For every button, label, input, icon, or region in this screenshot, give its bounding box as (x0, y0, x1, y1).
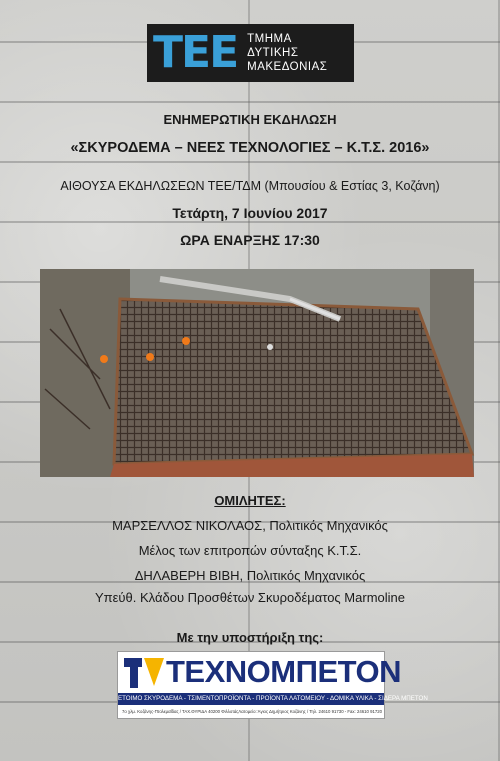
tee-logo-line1: ΤΜΗΜΑ (247, 33, 292, 45)
sponsor-contact-right: Λατομείο: Άγιος Δημήτριος Κοζάνης / Τηλ. 24610 91730 - Fax: 24610 91720 (238, 709, 383, 714)
speaker-2-name: ΔΗΛΑΒΕΡΗ ΒΙΒΗ, Πολιτικός Μηχανικός (134, 568, 366, 583)
tee-logo-line3: ΜΑΚΕΔΟΝΙΑΣ (247, 61, 328, 73)
speaker-1-name: ΜΑΡΣΕΛΛΟΣ ΝΙΚΟΛΑΟΣ, Πολιτικός Μηχανικός (112, 518, 388, 533)
tee-logo (147, 24, 354, 82)
sponsor-tagline: ΕΤΟΙΜΟ ΣΚΥΡΟΔΕΜΑ - ΤΣΙΜΕΝΤΟΠΡΟΪΟΝΤΑ - ΠΡΟΪΟΝΤΑ ΛΑΤΟΜΕΙΟΥ - ΔΟΜΙΚΑ ΥΛΙΚΑ - ΣΙΔΕΡΑ ΜΠΕΤΟΝ (118, 693, 384, 705)
speaker-2-role: Υπεύθ. Κλάδου Προσθέτων Σκυροδέματος Marmoline (94, 590, 405, 605)
tee-logo-line2: ΔΥΤΙΚΗΣ (247, 47, 299, 59)
event-venue: ΑΙΘΟΥΣΑ ΕΚΔΗΛΩΣΕΩΝ ΤΕΕ/ΤΔΜ (Μπουσίου & Εστίας 3, Κοζάνη) (60, 179, 440, 193)
tee-logo-text (247, 32, 327, 74)
sponsor-contact (118, 707, 384, 717)
event-date: Τετάρτη, 7 Ιουνίου 2017 (172, 205, 328, 221)
support-label: Με την υποστήριξη της: (176, 630, 324, 645)
sponsor-contact-left: 7ο χλμ. Κοζάνης-Πτολεμαΐδας / ΤΑΧ.ΘΥΡΙΔΑ 40200 Φιλλοτάς (122, 709, 239, 714)
sponsor-name: ΤΕΧΝΟΜΠΕΤΟΝ (166, 654, 402, 689)
event-time: ΩΡΑ ΕΝΑΡΞΗΣ 17:30 (180, 232, 320, 248)
event-type: ΕΝΗΜΕΡΩΤΙΚΗ ΕΚΔΗΛΩΣΗ (163, 112, 337, 127)
tee-logo-mark: ΤΕΕ (153, 27, 238, 78)
construction-photo (40, 269, 474, 477)
event-title: «ΣΚΥΡΟΔΕΜΑ – ΝΕΕΣ ΤΕΧΝΟΛΟΓΙΕΣ – Κ.Τ.Σ. 2016» (70, 140, 430, 156)
rebar-slab-image (40, 269, 474, 477)
speakers-heading: ΟΜΙΛΗΤΕΣ: (214, 493, 286, 508)
sponsor-logo (117, 651, 428, 719)
speaker-1-role: Μέλος των επιτροπών σύνταξης Κ.Τ.Σ. (138, 543, 362, 558)
sponsor-mark-icon (124, 656, 164, 690)
